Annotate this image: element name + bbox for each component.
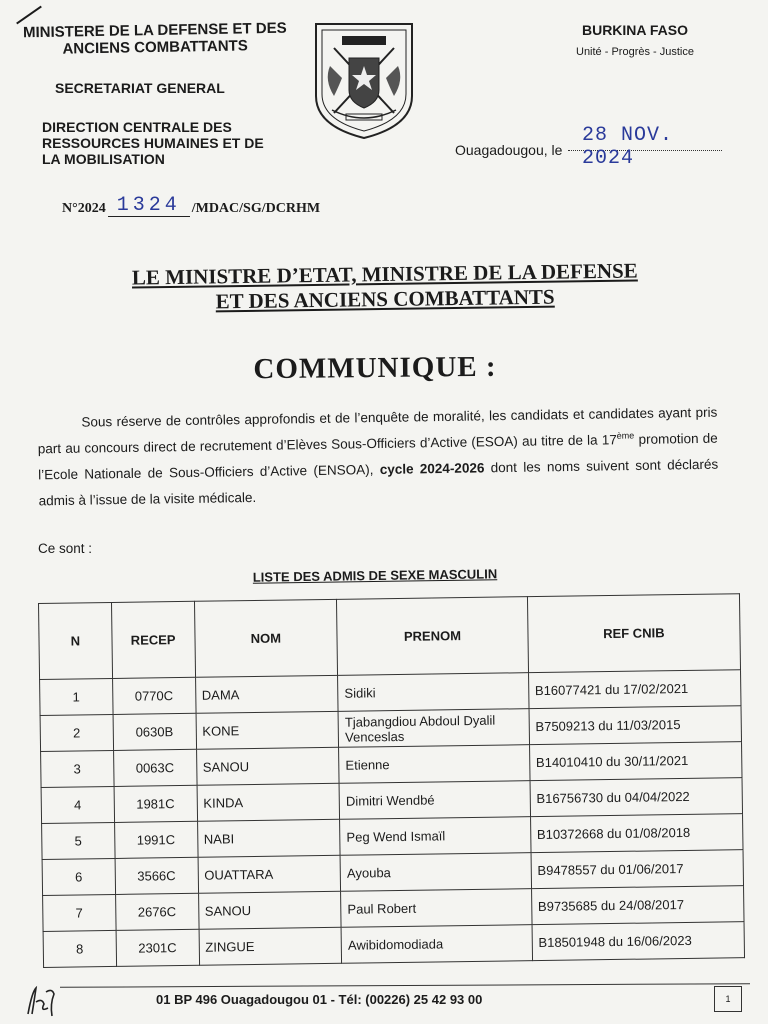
header-ref-cnib: REF CNIB	[527, 594, 740, 673]
body-paragraph	[37, 400, 719, 515]
cell-nom: KONE	[196, 711, 339, 749]
cell-nom: ZINGUE	[199, 927, 342, 965]
cell-prenom: Dimitri Wendbé	[339, 781, 530, 820]
cell-ref-cnib: B9735685 du 24/08/2017	[531, 886, 744, 925]
list-title: LISTE DES ADMIS DE SEXE MASCULIN	[252, 566, 498, 585]
communique-heading: COMMUNIQUE :	[253, 350, 497, 386]
cell-nom: KINDA	[197, 783, 340, 821]
cell-nom: DAMA	[195, 675, 338, 713]
admitted-table-wrapper	[38, 593, 745, 968]
body-superscript: ème	[616, 430, 635, 441]
date-stamp: 28 NOV. 2024	[582, 124, 674, 170]
place-label: Ouagadougou, le	[455, 142, 563, 158]
ministry-name: MINISTERE DE LA DEFENSE ET DES ANCIENS COMBATTANTS	[22, 19, 287, 58]
direction-label: DIRECTION CENTRALE DES RESSOURCES HUMAINES ET DE LA MOBILISATION	[42, 119, 264, 167]
cell-recep: 1981C	[114, 785, 197, 822]
cell-recep: 3566C	[115, 857, 198, 894]
cell-ref-cnib: B16756730 du 04/04/2022	[530, 778, 743, 817]
ce-sont-label: Ce sont :	[38, 541, 93, 556]
cell-recep: 0063C	[113, 749, 196, 786]
cell-recep: 2676C	[115, 893, 198, 930]
header-nom: NOM	[194, 599, 338, 677]
cell-recep: 2301C	[116, 929, 199, 966]
cell-n: 1	[40, 678, 113, 715]
cell-prenom: Ayouba	[340, 853, 531, 892]
national-motto: Unité - Progrès - Justice	[576, 46, 694, 58]
cell-prenom: Etienne	[339, 745, 530, 784]
cell-n: 6	[42, 858, 115, 895]
header-n: N	[39, 602, 113, 679]
body-cycle: cycle 2024-2026	[379, 460, 485, 477]
header-prenom: PRENOM	[337, 597, 529, 676]
table-header-row	[39, 594, 741, 680]
footer-divider	[60, 983, 750, 988]
body-part-3: dont les noms suivent sont déclarés admis à l’issue de la visite médicale.	[38, 456, 719, 509]
secretariat-label: SECRETARIAT GENERAL	[55, 80, 225, 96]
country-block	[560, 22, 710, 58]
cell-ref-cnib: B14010410 du 30/11/2021	[529, 742, 742, 781]
document-title	[40, 257, 731, 317]
cell-n: 7	[43, 894, 116, 931]
cell-ref-cnib: B9478557 du 01/06/2017	[531, 850, 744, 889]
cell-n: 8	[43, 930, 116, 967]
place-and-date	[455, 124, 730, 170]
cell-ref-cnib: B16077421 du 17/02/2021	[528, 670, 741, 709]
title-line-2: ET DES ANCIENS COMBATTANTS	[215, 284, 555, 314]
reference-stamp-number: 1324	[108, 196, 190, 217]
reference-number	[62, 196, 320, 217]
cell-prenom: Tjabangdiou Abdoul Dyalil Venceslas	[338, 709, 529, 748]
cell-n: 3	[41, 750, 114, 787]
cell-n: 5	[42, 822, 115, 859]
cell-recep: 0770C	[112, 677, 195, 714]
footer-address: 01 BP 496 Ouagadougou 01 - Tél: (00226) 25 42 93 00	[156, 992, 483, 1007]
country-name: BURKINA FASO	[581, 22, 689, 38]
cell-n: 4	[41, 786, 114, 823]
cell-nom: NABI	[197, 819, 340, 857]
page-number: 1	[714, 986, 742, 1012]
cell-recep: 1991C	[114, 821, 197, 858]
cell-nom: SANOU	[196, 747, 339, 785]
cell-ref-cnib: B18501948 du 16/06/2023	[532, 922, 745, 961]
body-part-1: Sous réserve de contrôles approfondis et de l’enquête de moralité, les candidats et candidates ayant pris part au concours direct de recrutement d’Elèves Sous-Officiers d’Active (ESOA) au titre de la 17	[37, 404, 718, 457]
cell-nom: OUATTARA	[198, 855, 341, 893]
cell-prenom: Peg Wend Ismaïl	[340, 817, 531, 856]
title-line-1: LE MINISTRE D’ETAT, MINISTRE DE LA DEFENSE	[131, 258, 638, 290]
pen-mark	[16, 6, 42, 25]
cell-recep: 0630B	[113, 713, 196, 750]
cell-nom: SANOU	[198, 891, 341, 929]
admitted-table	[38, 593, 745, 968]
cell-n: 2	[40, 714, 113, 751]
reference-suffix: /MDAC/SG/DCRHM	[191, 201, 321, 216]
cell-ref-cnib: B7509213 du 11/03/2015	[529, 706, 742, 745]
reference-prefix: N°2024	[62, 201, 106, 216]
coat-of-arms-emblem	[304, 18, 424, 143]
cell-ref-cnib: B10372668 du 01/08/2018	[530, 814, 743, 853]
initials-signature	[22, 984, 62, 1020]
cell-prenom: Paul Robert	[341, 889, 532, 928]
body-part-2: promotion de l’Ecole Nationale de Sous-Officiers d’Active (ENSOA),	[38, 430, 718, 483]
cell-prenom: Sidiki	[338, 673, 529, 712]
cell-prenom: Awibidomodiada	[341, 925, 532, 964]
header-recep: RECEP	[111, 601, 195, 678]
